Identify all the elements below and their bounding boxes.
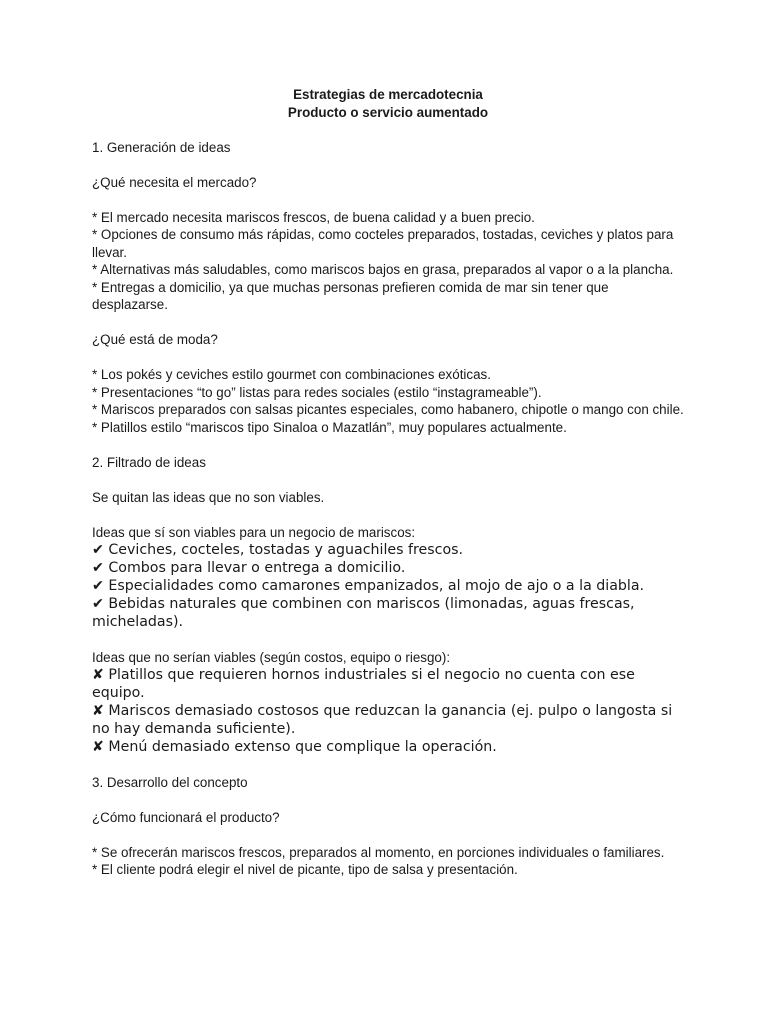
list-item: * Entregas a domicilio, ya que muchas personas prefieren comida de mar sin tener que desplazarse. xyxy=(92,279,609,312)
list-item: * Alternativas más saludables, como mariscos bajos en grasa, preparados al vapor o a la plancha. xyxy=(92,262,674,277)
section2-heading: 2. Filtrado de ideas xyxy=(92,454,206,470)
not-viable-item: ✘ Platillos que requieren hornos industriales si el negocio no cuenta con ese equipo. xyxy=(92,667,635,701)
list-item: * Mariscos preparados con salsas picantes especiales, como habanero, chipotle o mango con chile. xyxy=(92,402,684,417)
list-item: * Presentaciones “to go” listas para redes sociales (estilo “instagrameable”). xyxy=(92,384,542,400)
not-viable-ideas-label: Ideas que no serían viables (según costos, equipo o riesgo): xyxy=(92,649,451,665)
trends-question: ¿Qué está de moda? xyxy=(92,332,218,347)
not-viable-item: ✘ Mariscos demasiado costosos que reduzcan la ganancia (ej. pulpo o langosta si no hay demanda suficiente). xyxy=(92,703,673,737)
section1-heading: 1. Generación de ideas xyxy=(92,139,231,155)
document-subtitle: Producto o servicio aumentado xyxy=(287,104,489,120)
filter-intro: Se quitan las ideas que no son viables. xyxy=(92,489,325,505)
list-item: * Opciones de consumo más rápidas, como cocteles preparados, tostadas, ceviches y platos para llevar. xyxy=(92,227,674,260)
list-item: * El mercado necesita mariscos frescos, de buena calidad y a buen precio. xyxy=(92,209,535,225)
list-item: * Se ofrecerán mariscos frescos, preparados al momento, en porciones individuales o familiares. xyxy=(92,844,665,860)
section3-heading: 3. Desarrollo del concepto xyxy=(92,774,248,790)
document-page xyxy=(92,86,684,879)
viable-item: ✔ Combos para llevar o entrega a domicilio. xyxy=(92,560,406,576)
title-block xyxy=(92,86,684,121)
viable-item: ✔ Especialidades como camarones empanizados, al mojo de ajo o a la diabla. xyxy=(92,578,645,594)
list-item: * Los pokés y ceviches estilo gourmet con combinaciones exóticas. xyxy=(92,367,491,382)
list-item: * El cliente podrá elegir el nivel de picante, tipo de salsa y presentación. xyxy=(92,862,518,877)
market-needs-question: ¿Qué necesita el mercado? xyxy=(92,174,257,190)
viable-item: ✔ Bebidas naturales que combinen con mariscos (limonadas, aguas frescas, micheladas). xyxy=(92,596,635,630)
list-item: * Platillos estilo “mariscos tipo Sinaloa o Mazatlán”, muy populares actualmente. xyxy=(92,419,567,435)
not-viable-item: ✘ Menú demasiado extenso que complique la operación. xyxy=(92,739,497,755)
product-function-question: ¿Cómo funcionará el producto? xyxy=(92,809,280,825)
viable-ideas-label: Ideas que sí son viables para un negocio de mariscos: xyxy=(92,524,416,540)
viable-item: ✔ Ceviches, cocteles, tostadas y aguachiles frescos. xyxy=(92,542,464,558)
document-title: Estrategias de mercadotecnia xyxy=(293,87,483,102)
